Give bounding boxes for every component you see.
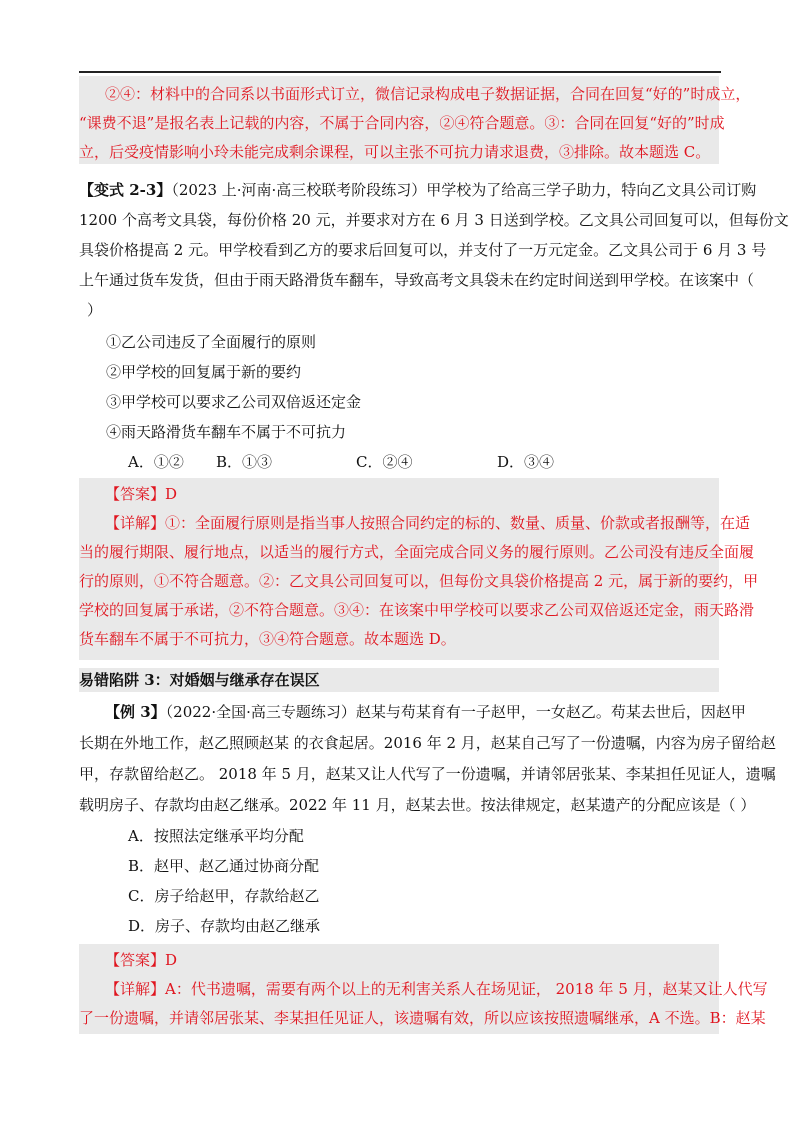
text-line: 当的履行期限、履行地点，以适当的履行方式，全面完成合同义务的履行原则。乙公司没有违反全面履 xyxy=(79,543,755,561)
statement-item: ③甲学校可以要求乙公司双倍返还定金 xyxy=(106,393,362,411)
option-d: D．房子、存款均由赵乙继承 xyxy=(128,917,321,935)
option-a: A．按照法定继承平均分配 xyxy=(128,827,304,845)
text-line: “课费不退”是报名表上记载的内容，不属于合同内容，②④符合题意。③：合同在回复“好的”时成 xyxy=(79,114,725,132)
option-b: B．赵甲、赵乙通过协商分配 xyxy=(128,857,320,875)
statement-item: ②甲学校的回复属于新的要约 xyxy=(106,363,302,381)
text-line: 学校的回复属于承诺，②不符合题意。③④：在该案中甲学校可以要求乙公司双倍返还定金，雨天路滑 xyxy=(79,601,755,619)
text-line: 【详解】①：全面履行原则是指当事人按照合同约定的标的、数量、质量、价款或者报酬等，在适 xyxy=(105,514,751,532)
answer-text: 【答案】D xyxy=(105,485,178,503)
statement-item: ④雨天路滑货车翻车不属于不可抗力 xyxy=(106,423,347,441)
text-line: 行的原则，①不符合题意。②：乙文具公司回复可以，但每份文具袋价格提高 2 元，属于新的要约，甲 xyxy=(79,572,759,590)
section-title: 易错陷阱 3：对婚姻与继承存在误区 xyxy=(79,671,320,689)
text-line: 【详解】A：代书遗嘱，需要有两个以上的无利害关系人在场见证， 2018 年 5 月，赵某又让人代写 xyxy=(105,980,768,998)
explanation-block-variant xyxy=(79,478,759,660)
option-b: B．①③ xyxy=(216,453,273,471)
text-line: 具袋价格提高 2 元。甲学校看到乙方的要求后回复可以，并支付了一万元定金。乙文具公司于 6 月 3 号 xyxy=(79,241,767,259)
text-line: 1200 个高考文具袋，每份价格 20 元，并要求对方在 6 月 3 日送到学校。乙文具公司回复可以，但每份文 xyxy=(79,211,789,229)
explanation-block-prev xyxy=(79,76,751,164)
text-line: 了一份遗嘱，并请邻居张某、李某担任见证人，该遗嘱有效，所以应该按照遗嘱继承，A 不选。B：赵某 xyxy=(79,1009,766,1027)
answer-text: 【答案】D xyxy=(105,951,178,969)
variant-label: 【变式 2-3】 xyxy=(79,181,172,199)
option-c: C．房子给赵甲，存款给赵乙 xyxy=(128,887,320,905)
option-c: C．②④ xyxy=(356,453,413,471)
text-line: 长期在外地工作，赵乙照顾赵某 的衣食起居。2016 年 2 月，赵某自己写了一份遗嘱，内容为房子留给赵 xyxy=(79,734,776,752)
text-line: ②④：材料中的合同系以书面形式订立，微信记录构成电子数据证据，合同在回复“好的”时成立， xyxy=(105,85,751,103)
text-line: 载明房子、存款均由赵乙继承。2022 年 11 月，赵某去世。按法律规定，赵某遗产的分配应该是（ ） xyxy=(79,796,756,814)
text-line: 货车翻车不属于不可抗力，③④符合题意。故本题选 D。 xyxy=(79,630,456,648)
text-line: 上午通过货车发货，但由于雨天路滑货车翻车，导致高考文具袋未在约定时间送到甲学校。在该案中（ xyxy=(79,271,755,289)
option-a: A．①② xyxy=(128,453,184,471)
section-heading-bar xyxy=(79,668,719,692)
statement-item: ①乙公司违反了全面履行的原则 xyxy=(106,333,317,351)
example-label: 【例 3】 xyxy=(105,703,166,721)
explanation-block-example xyxy=(79,944,768,1034)
header-rule xyxy=(79,71,721,73)
text-line: 甲，存款留给赵乙。 2018 年 5 月，赵某又让人代写了一份遗嘱，并请邻居张某、李某担任见证人，遗嘱 xyxy=(79,765,776,783)
text-line: 立，后受疫情影响小玲未能完成剩余课程，可以主张不可抗力请求退费，③排除。故本题选 C。 xyxy=(79,143,711,161)
text-line: ） xyxy=(87,301,103,319)
text-line: （2022·全国·高三专题练习）赵某与苟某育有一子赵甲，一女赵乙。苟某去世后，因赵甲 xyxy=(165,703,746,721)
option-d: D．③④ xyxy=(497,453,555,471)
text-line: （2023 上·河南·高三校联考阶段练习）甲学校为了给高三学子助力，特向乙文具公司订购 xyxy=(171,181,757,199)
